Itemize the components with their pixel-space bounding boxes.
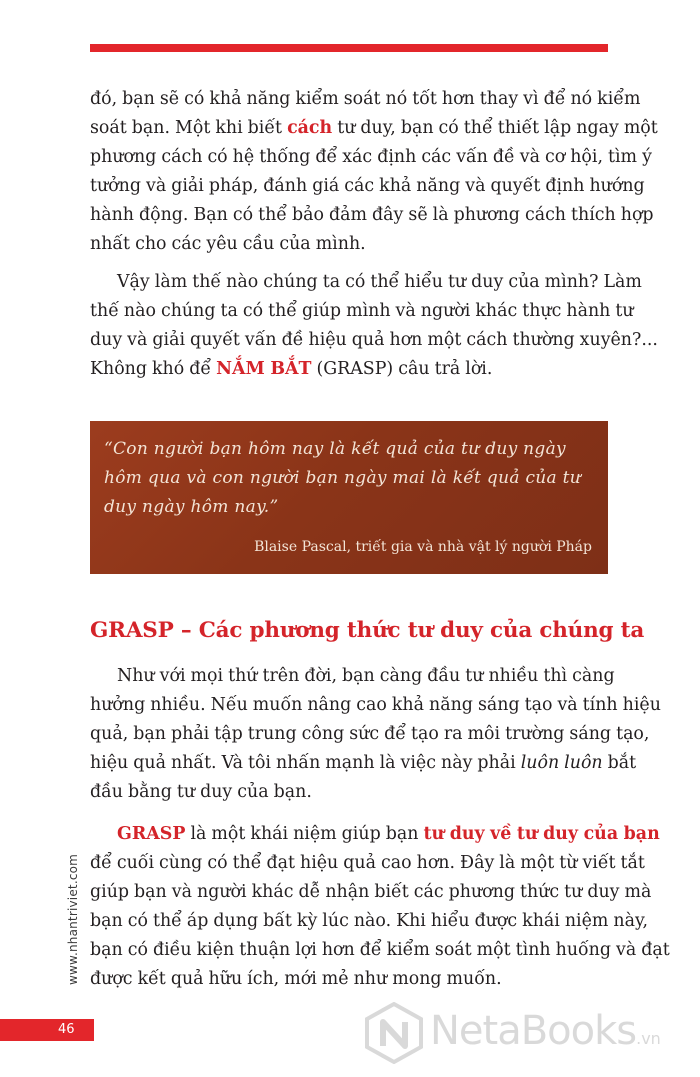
text-line: được kết quả hữu ích, mới mẻ như mong muốn. [90, 969, 502, 989]
text-run: soát bạn. Một khi biết [90, 118, 288, 138]
text-run: hiệu quả nhất. Và tôi nhấn mạnh là việc này phải [90, 753, 521, 773]
text-line: quả, bạn phải tập trung công sức để tạo ra môi trường sáng tạo, [90, 724, 650, 744]
quote-author: Blaise Pascal [254, 539, 347, 555]
page-number-bar [0, 1019, 94, 1041]
watermark [364, 1000, 694, 1066]
text-line: hưởng nhiều. Nếu muốn nâng cao khả năng sáng tạo và tính hiệu [90, 695, 661, 715]
text-line: để cuối cùng có thể đạt hiệu quả cao hơn. Đây là một từ viết tắt [90, 853, 645, 873]
paragraph-3 [90, 662, 661, 807]
text-line: duy và giải quyết vấn đề hiệu quả hơn một cách thường xuyên?... [90, 330, 658, 350]
paragraph-4 [90, 820, 670, 994]
page-number: 46 [58, 1022, 75, 1037]
netabooks-logo-icon [364, 1002, 424, 1064]
watermark-text [430, 1008, 661, 1054]
text-line: tưởng và giải pháp, đánh giá các khả năng và quyết định hướng [90, 176, 645, 196]
emphasis-nam-bat: NẮM BẮT [216, 359, 312, 379]
text-run: là một khái niệm giúp bạn [185, 824, 424, 844]
paragraph-2 [90, 268, 658, 384]
text-line [90, 820, 660, 849]
text-run: bắt [602, 753, 637, 773]
text-run: (GRASP) câu trả lời. [311, 359, 493, 379]
text-line [90, 114, 658, 143]
paragraph-1 [90, 85, 658, 259]
emphasis-cach: cách [287, 118, 333, 138]
text-line [90, 355, 608, 384]
text-line: phương cách có hệ thống để xác định các vấn đề và cơ hội, tìm ý [90, 147, 652, 167]
text-line [90, 749, 637, 778]
quote-line: hôm qua và con người bạn ngày mai là kết quả của tư [104, 468, 582, 488]
text-line: giúp bạn và người khác dễ nhận biết các phương thức tư duy mà [90, 882, 652, 902]
text-line: đó, bạn sẽ có khả năng kiểm soát nó tốt hơn thay vì để nó kiểm [90, 89, 641, 109]
text-line: bạn có thể áp dụng bất kỳ lúc nào. Khi hiểu được khái niệm này, [90, 911, 649, 931]
website-url: www.nhantriviet.com [66, 853, 80, 985]
text-run: tư duy, bạn có thể thiết lập ngay một [332, 118, 658, 138]
text-line: bạn có điều kiện thuận lợi hơn để kiểm soát một tình huống và đạt [90, 940, 670, 960]
text-line: đầu bằng tư duy của bạn. [90, 782, 312, 802]
quote-text [104, 435, 594, 522]
quote-box [90, 421, 608, 574]
section-heading: GRASP – Các phương thức tư duy của chúng ta [90, 618, 645, 643]
quote-attribution [254, 539, 592, 555]
emphasis-grasp: GRASP [117, 824, 186, 844]
watermark-brand: NetaBooks [430, 1008, 637, 1054]
text-run: Không khó để [90, 359, 217, 379]
emphasis-luon-luon: luôn luôn [520, 753, 603, 773]
text-line: hành động. Bạn có thể bảo đảm đây sẽ là phương cách thích hợp [90, 205, 654, 225]
quote-author-desc: , triết gia và nhà vật lý người Pháp [346, 539, 592, 555]
top-red-rule [90, 44, 608, 52]
watermark-domain: .vn [636, 1029, 661, 1048]
text-line: Vậy làm thế nào chúng ta có thể hiểu tư duy của mình? Làm [117, 272, 642, 292]
text-line: Như với mọi thứ trên đời, bạn càng đầu tư nhiều thì càng [117, 666, 615, 686]
text-line: thế nào chúng ta có thể giúp mình và người khác thực hành tư [90, 301, 634, 321]
quote-line: “Con người bạn hôm nay là kết quả của tư duy ngày [104, 439, 566, 459]
quote-line: duy ngày hôm nay.” [104, 497, 279, 517]
text-line: nhất cho các yêu cầu của mình. [90, 234, 366, 254]
emphasis-tu-duy: tư duy về tư duy của bạn [423, 824, 660, 844]
